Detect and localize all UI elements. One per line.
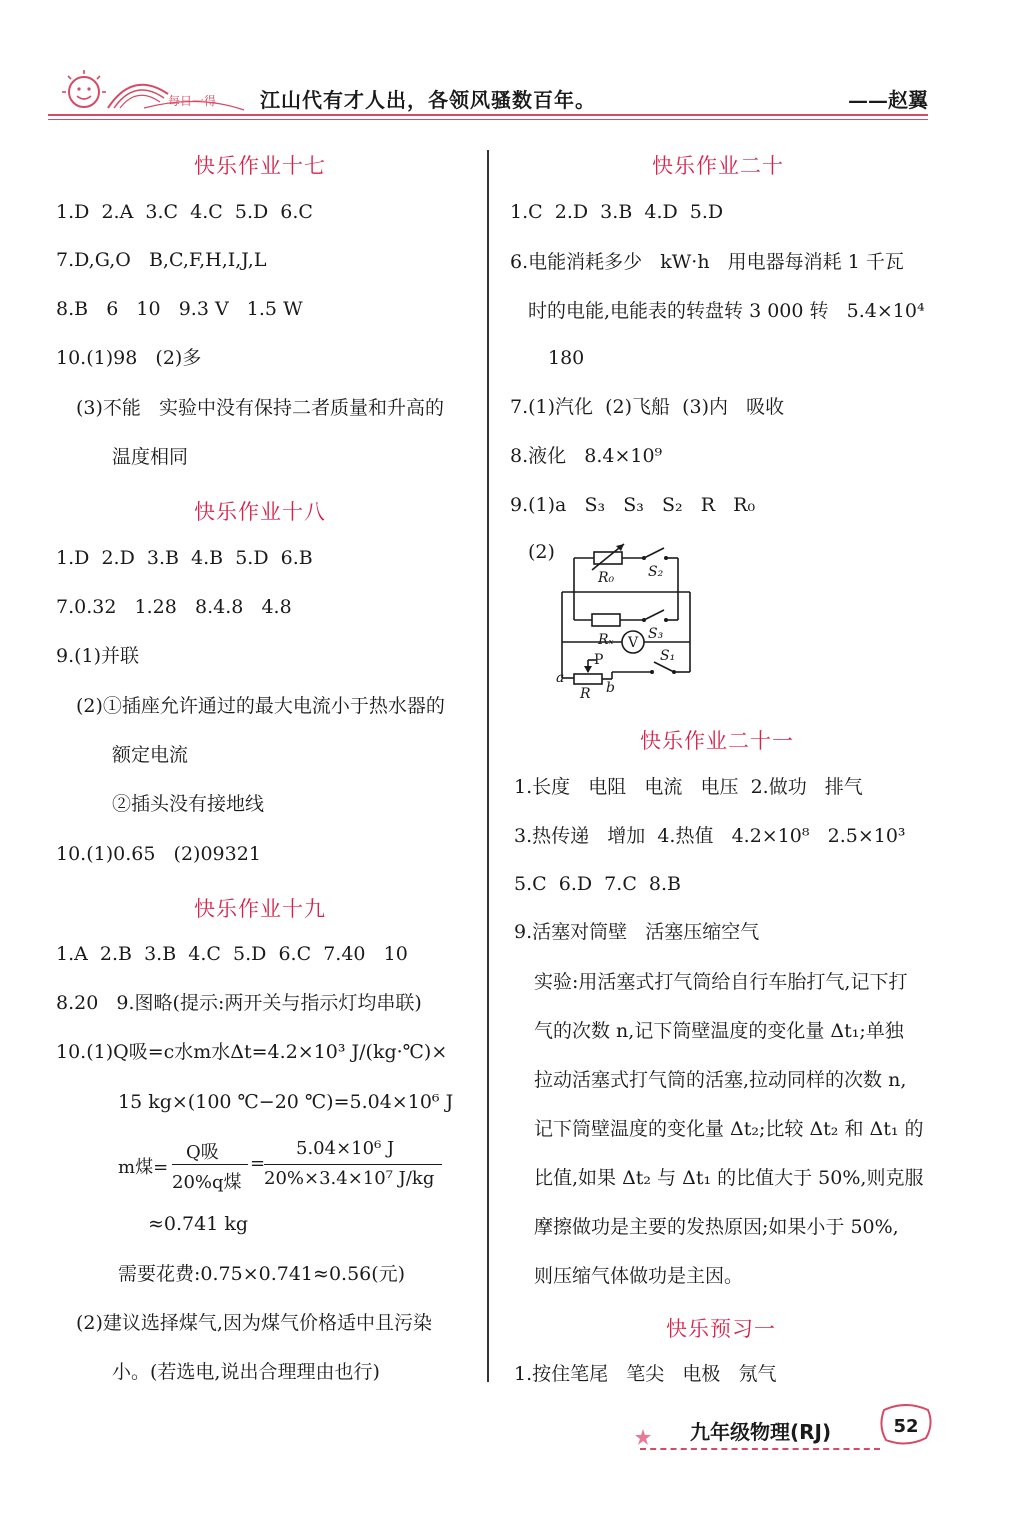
- answer-line: 比值,如果 Δt₂ 与 Δt₁ 的比值大于 50%,则克服: [534, 1167, 924, 1189]
- answer-line: 180: [548, 347, 585, 369]
- label-r: R: [580, 686, 591, 700]
- answer-line: 6.电能消耗多少 kW·h 用电器每消耗 1 千瓦: [510, 251, 904, 273]
- page-number-badge: [876, 1404, 936, 1448]
- equation-equals: =: [250, 1153, 266, 1174]
- fraction1-numerator: Q吸: [186, 1142, 219, 1163]
- answer-line: 1.C 2.D 3.B 4.D 5.D: [510, 201, 724, 223]
- answer-line: 1.D 2.A 3.C 4.C 5.D 6.C: [56, 201, 313, 223]
- answer-line: 7.D,G,O B,C,F,H,I,J,L: [56, 249, 267, 271]
- label-a: a: [556, 670, 565, 686]
- label-r0: R₀: [598, 570, 615, 586]
- header-rule-thin: [48, 119, 928, 120]
- page-header: [48, 64, 928, 124]
- answer-line: 拉动活塞式打气筒的活塞,拉动同样的次数 n,: [534, 1069, 907, 1091]
- section-title-preview-1: 快乐预习一: [666, 1317, 776, 1341]
- column-divider: [487, 150, 489, 1382]
- header-quote: 江山代有才人出，各领风骚数百年。: [260, 88, 596, 112]
- answer-line: 10.(1)0.65 (2)09321: [56, 843, 261, 865]
- star-icon: [634, 1428, 652, 1446]
- answer-line: 1.长度 电阻 电流 电压 2.做功 排气: [514, 776, 863, 798]
- answer-line: 时的电能,电能表的转盘转 3 000 转 5.4×10⁴: [528, 300, 925, 322]
- answer-line: 8.B 6 10 9.3 V 1.5 W: [56, 298, 303, 320]
- answer-line: 额定电流: [112, 744, 189, 766]
- label-p: P: [594, 652, 604, 668]
- footer-course: 九年级物理(RJ): [690, 1420, 832, 1444]
- section-title-19: 快乐作业十九: [194, 897, 326, 921]
- label-s2: S₂: [648, 564, 664, 580]
- section-title-18: 快乐作业十八: [194, 500, 326, 524]
- answer-line: 15 kg×(100 ℃−20 ℃)=5.04×10⁶ J: [118, 1091, 454, 1113]
- equation-lhs: m煤=: [118, 1157, 169, 1178]
- sun-rainbow-icon: [48, 64, 248, 114]
- answer-line: 3.热传递 增加 4.热值 4.2×10⁸ 2.5×10³: [514, 825, 906, 847]
- header-badge: 每日一得: [168, 94, 217, 108]
- answer-line: 1.A 2.B 3.B 4.C 5.D 6.C 7.40 10: [56, 943, 408, 965]
- header-author: ——赵翼: [848, 88, 928, 112]
- answer-line: 摩擦做功是主要的发热原因;如果小于 50%,: [534, 1216, 899, 1238]
- answer-line: 9.活塞对筒壁 活塞压缩空气: [514, 921, 760, 943]
- answer-line: 8.20 9.图略(提示:两开关与指示灯均串联): [56, 992, 422, 1014]
- section-title-21: 快乐作业二十一: [640, 729, 794, 753]
- answer-line: 1.按住笔尾 笔尖 电极 氖气: [514, 1363, 777, 1385]
- label-s1: S₁: [660, 648, 676, 664]
- fraction2-denominator: 20%×3.4×10⁷ J/kg: [264, 1168, 435, 1189]
- answer-line: (2): [528, 541, 555, 563]
- answer-line: 10.(1)98 (2)多: [56, 347, 202, 369]
- answer-line: 9.(1)并联: [56, 645, 140, 667]
- answer-line: ②插头没有接地线: [112, 793, 265, 815]
- section-title-17: 快乐作业十七: [194, 154, 326, 178]
- answer-line: 7.(1)汽化 (2)飞船 (3)内 吸收: [510, 396, 785, 418]
- answer-line: 7.0.32 1.28 8.4.8 4.8: [56, 596, 292, 618]
- answer-line: 实验:用活塞式打气筒给自行车胎打气,记下打: [534, 971, 908, 993]
- answer-line: 则压缩气体做功是主因。: [534, 1265, 744, 1287]
- answer-line: ≈0.741 kg: [148, 1213, 249, 1235]
- answer-line: (2)建议选择煤气,因为煤气价格适中且污染: [76, 1312, 432, 1334]
- footer-dashed-rule: [640, 1448, 880, 1450]
- answer-line: 8.液化 8.4×10⁹: [510, 445, 663, 467]
- label-b: b: [606, 680, 615, 696]
- answer-line: 10.(1)Q吸=c水m水Δt=4.2×10³ J/(kg·℃)×: [56, 1041, 448, 1063]
- answer-line: 记下筒壁温度的变化量 Δt₂;比较 Δt₂ 和 Δt₁ 的: [534, 1118, 924, 1140]
- answer-line: 5.C 6.D 7.C 8.B: [514, 873, 682, 895]
- page-number: 52: [893, 1416, 919, 1437]
- section-title-20: 快乐作业二十: [652, 154, 784, 178]
- answer-line: 需要花费:0.75×0.741≈0.56(元): [118, 1263, 406, 1285]
- fraction2-numerator: 5.04×10⁶ J: [296, 1138, 395, 1159]
- answer-line: 气的次数 n,记下筒壁温度的变化量 Δt₁;单独: [534, 1020, 904, 1042]
- answer-line: 小。(若选电,说出合理理由也行): [112, 1361, 380, 1383]
- header-rule: [48, 114, 928, 116]
- answer-line: 1.D 2.D 3.B 4.B 5.D 6.B: [56, 547, 313, 569]
- answer-line: (2)①插座允许通过的最大电流小于热水器的: [76, 695, 445, 717]
- label-rx: Rₓ: [598, 632, 614, 648]
- fraction1-denominator: 20%q煤: [172, 1172, 242, 1193]
- circuit-diagram: [556, 540, 696, 700]
- answer-line: (3)不能 实验中没有保持二者质量和升高的: [76, 397, 445, 419]
- answer-line: 温度相同: [112, 446, 189, 468]
- answer-line: 9.(1)a S₃ S₃ S₂ R R₀: [510, 494, 756, 516]
- label-voltmeter: V: [628, 635, 639, 651]
- label-s3: S₃: [648, 626, 664, 642]
